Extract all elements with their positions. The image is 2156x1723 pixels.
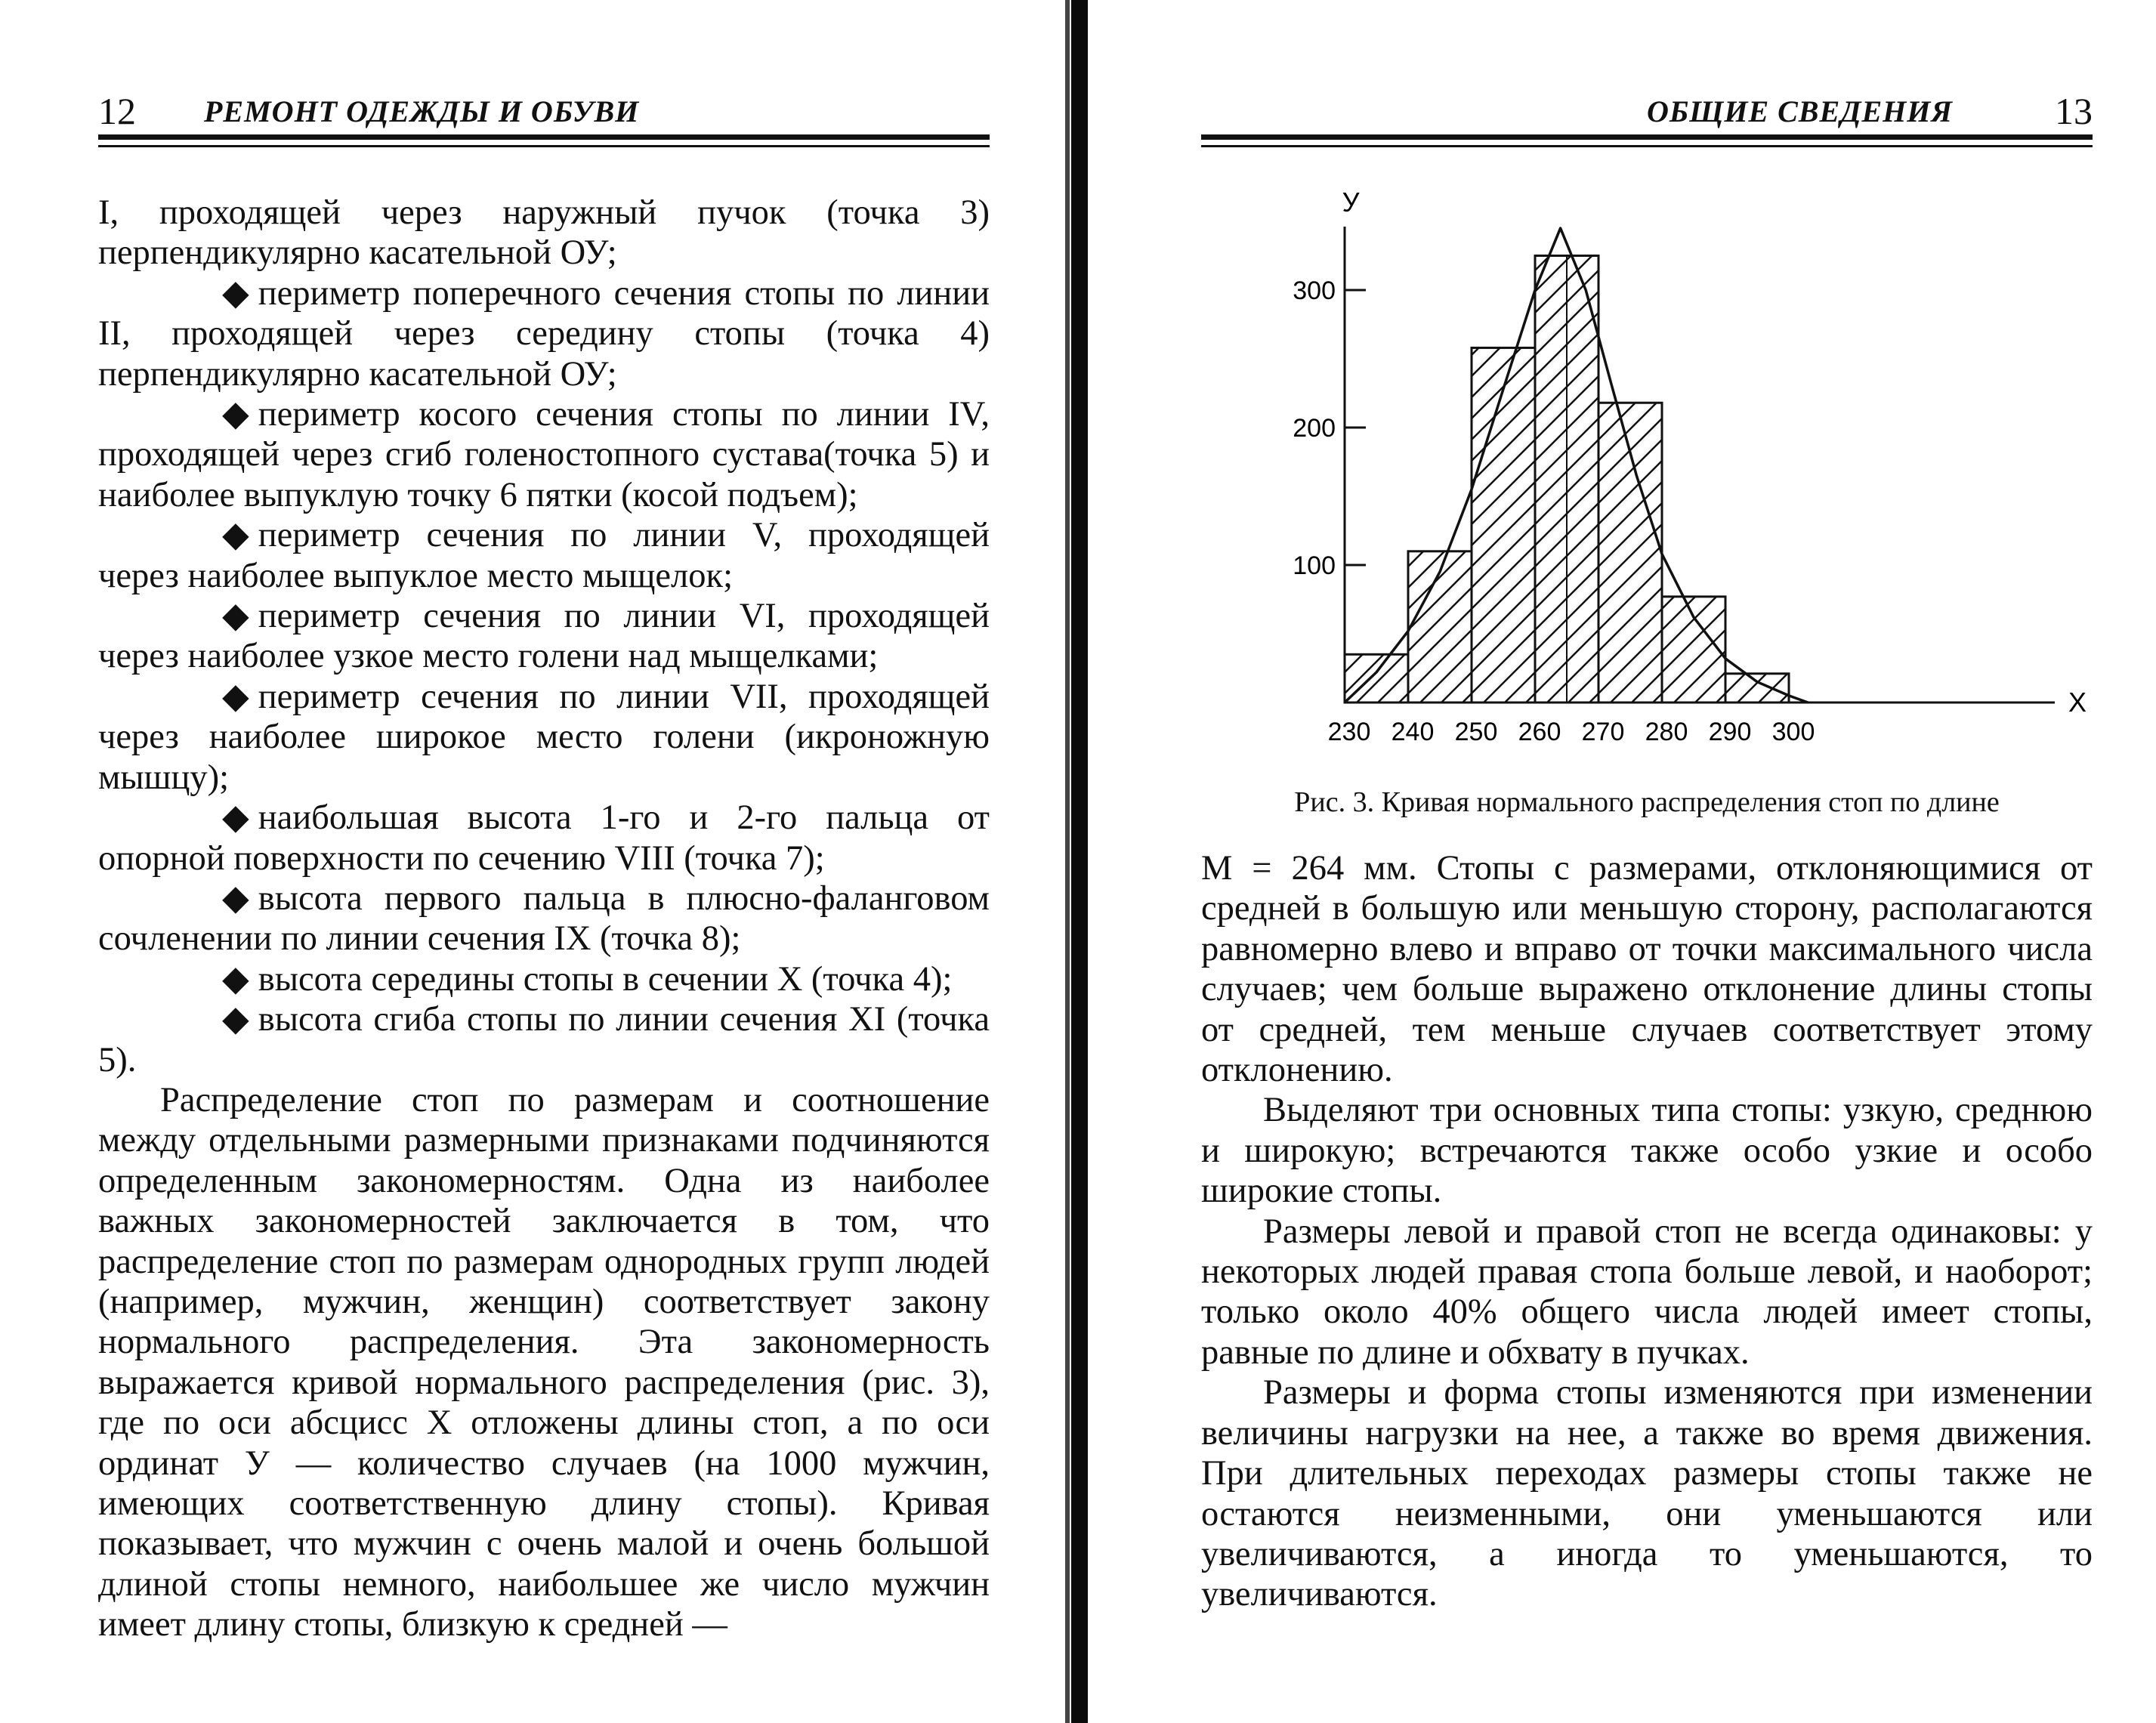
diamond-bullet-icon: ◆ — [222, 677, 249, 716]
running-header — [1201, 89, 2093, 134]
paragraph-text: высота первого пальца в плюсно-фаланговом сочленении по линии сечения IX (точка 8); — [98, 878, 990, 959]
diamond-bullet-icon: ◆ — [222, 516, 249, 555]
y-tick-label: 200 — [1293, 414, 1336, 443]
figure-3 — [1201, 181, 2093, 786]
x-tick-label: 240 — [1391, 718, 1435, 746]
histogram-bar — [1662, 597, 1725, 702]
book-spine-shadow — [1065, 0, 1070, 1723]
x-tick-label: 280 — [1645, 718, 1688, 746]
paragraph-text: периметр косого сечения стопы по линии IV, проходящей через сгиб голеностопного сустава(точка 5) и наиболее выпуклую точку 6 пятки (косой подъем); — [98, 395, 990, 514]
x-tick-label: 250 — [1454, 718, 1498, 746]
right-body-text — [1201, 848, 2093, 1615]
paragraph — [1201, 1090, 2093, 1211]
header-rule — [98, 134, 990, 140]
y-tick-label: 100 — [1293, 551, 1336, 580]
diamond-bullet-icon: ◆ — [222, 273, 249, 313]
y-axis-label: У — [1342, 187, 1360, 218]
paragraph-text: периметр поперечного сечения стопы по линии II, проходящей через середину стопы (точка 4) перпендикулярно касательной ОУ; — [98, 273, 990, 394]
paragraph — [98, 394, 990, 515]
paragraph — [1201, 1212, 2093, 1373]
paragraph-text: высота сгиба стопы по линии сечения XI (точка 5). — [98, 1000, 990, 1079]
histogram-bar — [1345, 654, 1408, 702]
diamond-bullet-icon: ◆ — [222, 878, 249, 918]
running-header — [98, 89, 990, 134]
paragraph — [98, 193, 990, 273]
y-tick-label: 300 — [1293, 276, 1336, 305]
x-tick-label: 270 — [1581, 718, 1625, 746]
running-title: РЕМОНТ ОДЕЖДЫ И ОБУВИ — [204, 94, 640, 128]
paragraph — [1201, 848, 2093, 1090]
histogram-bar — [1472, 347, 1535, 702]
paragraph — [1201, 1373, 2093, 1614]
x-axis-label: Х — [2068, 687, 2087, 718]
figure-caption: Рис. 3. Кривая нормального распределения стоп по длине — [1294, 786, 2000, 818]
paragraph — [98, 515, 990, 596]
paragraph-text: наибольшая высота 1-го и 2-го пальца от опорной поверхности по сечению VIII (точка 7); — [98, 798, 990, 878]
paragraph-text: I, проходящей через наружный пучок (точка 3) перпендикулярно касательной ОУ; — [98, 193, 990, 273]
paragraph-text: периметр сечения по линии VII, проходящей через наиболее широкое место голени (икроножную мышцу); — [98, 677, 990, 797]
x-tick-label: 290 — [1708, 718, 1752, 746]
header-rule — [1201, 134, 2093, 140]
paragraph — [98, 273, 990, 394]
paragraph-text: Размеры и форма стопы изменяются при изменении величины нагрузки на нее, а также во время движения. При длительных переходах размеры стопы также не остаются неизменными, они уменьшаются или увеличиваются, а иногда то уменьшаются, то увеличиваются. — [1201, 1373, 2093, 1614]
paragraph — [98, 999, 990, 1080]
paragraph-text: высота середины стопы в сечении X (точка 4); — [258, 959, 953, 999]
paragraph — [98, 596, 990, 677]
histogram-bar — [1725, 674, 1789, 702]
diamond-bullet-icon: ◆ — [222, 798, 249, 838]
page-number: 13 — [2055, 90, 2093, 132]
paragraph — [98, 959, 990, 999]
diamond-bullet-icon: ◆ — [222, 1000, 249, 1039]
diamond-bullet-icon: ◆ — [222, 597, 249, 636]
header-rule-thin — [98, 145, 990, 147]
paragraph-text: Распределение стоп по размерам и соотношение между отдельными размерными признаками подчиняются определенным закономерностям. Одна из наиболее важных закономерностей заключается в том, что распределение стоп по размерам однородных групп людей (например, мужчин, женщин) соответствует закону нормального распределения. Эта закономерность выражается кривой нормального распределения (рис. 3), где по оси абсцисс Х отложены длины стоп, а по оси ординат У — количество случаев (на 1000 мужчин, имеющих соответственную длину стопы). Кривая показывает, что мужчин с очень малой и очень большой длиной стопы немного, наибольшее же число мужчин имеет длину стопы, близкую к средней — — [98, 1080, 990, 1644]
diamond-bullet-icon: ◆ — [222, 959, 249, 999]
x-tick-label: 260 — [1518, 718, 1561, 746]
paragraph — [98, 878, 990, 959]
paragraph-text: периметр сечения по линии VI, проходящей через наиболее узкое место голени над мыщелками; — [98, 597, 990, 676]
x-tick-label: 300 — [1771, 718, 1815, 746]
header-rule-thin — [1201, 145, 2093, 147]
distribution-chart — [1201, 181, 2093, 778]
page-number: 12 — [98, 90, 136, 132]
diamond-bullet-icon: ◆ — [222, 395, 249, 434]
paragraph-text: периметр сечения по линии V, проходящей через наиболее выпуклое место мыщелок; — [98, 516, 990, 595]
paragraph-text: Размеры левой и правой стоп не всегда одинаковы: у некоторых людей правая стопа больше левой, и наоборот; только около 40% общего числа людей имеет стопы, равные по длине и обхвату в пучках. — [1201, 1212, 2093, 1372]
paragraph — [98, 1080, 990, 1645]
book-spine — [1071, 0, 1088, 1723]
x-tick-label: 230 — [1327, 718, 1371, 746]
paragraph — [98, 677, 990, 798]
paragraph-text: Выделяют три основных типа стопы: узкую, среднюю и широкую; встречаются также особо узкие и особо широкие стопы. — [1201, 1091, 2093, 1211]
running-title: ОБЩИЕ СВЕДЕНИЯ — [1647, 94, 1953, 128]
left-body-text — [98, 193, 990, 1645]
paragraph-text: М = 264 мм. Стопы с размерами, отклоняющимися от средней в большую или меньшую сторону, располагаются равномерно влево и вправо от точки максимального числа случаев; чем больше выражено отклонение длины стопы от средней, тем меньше случаев соответствует этому отклонению. — [1201, 849, 2093, 1090]
paragraph — [98, 798, 990, 878]
